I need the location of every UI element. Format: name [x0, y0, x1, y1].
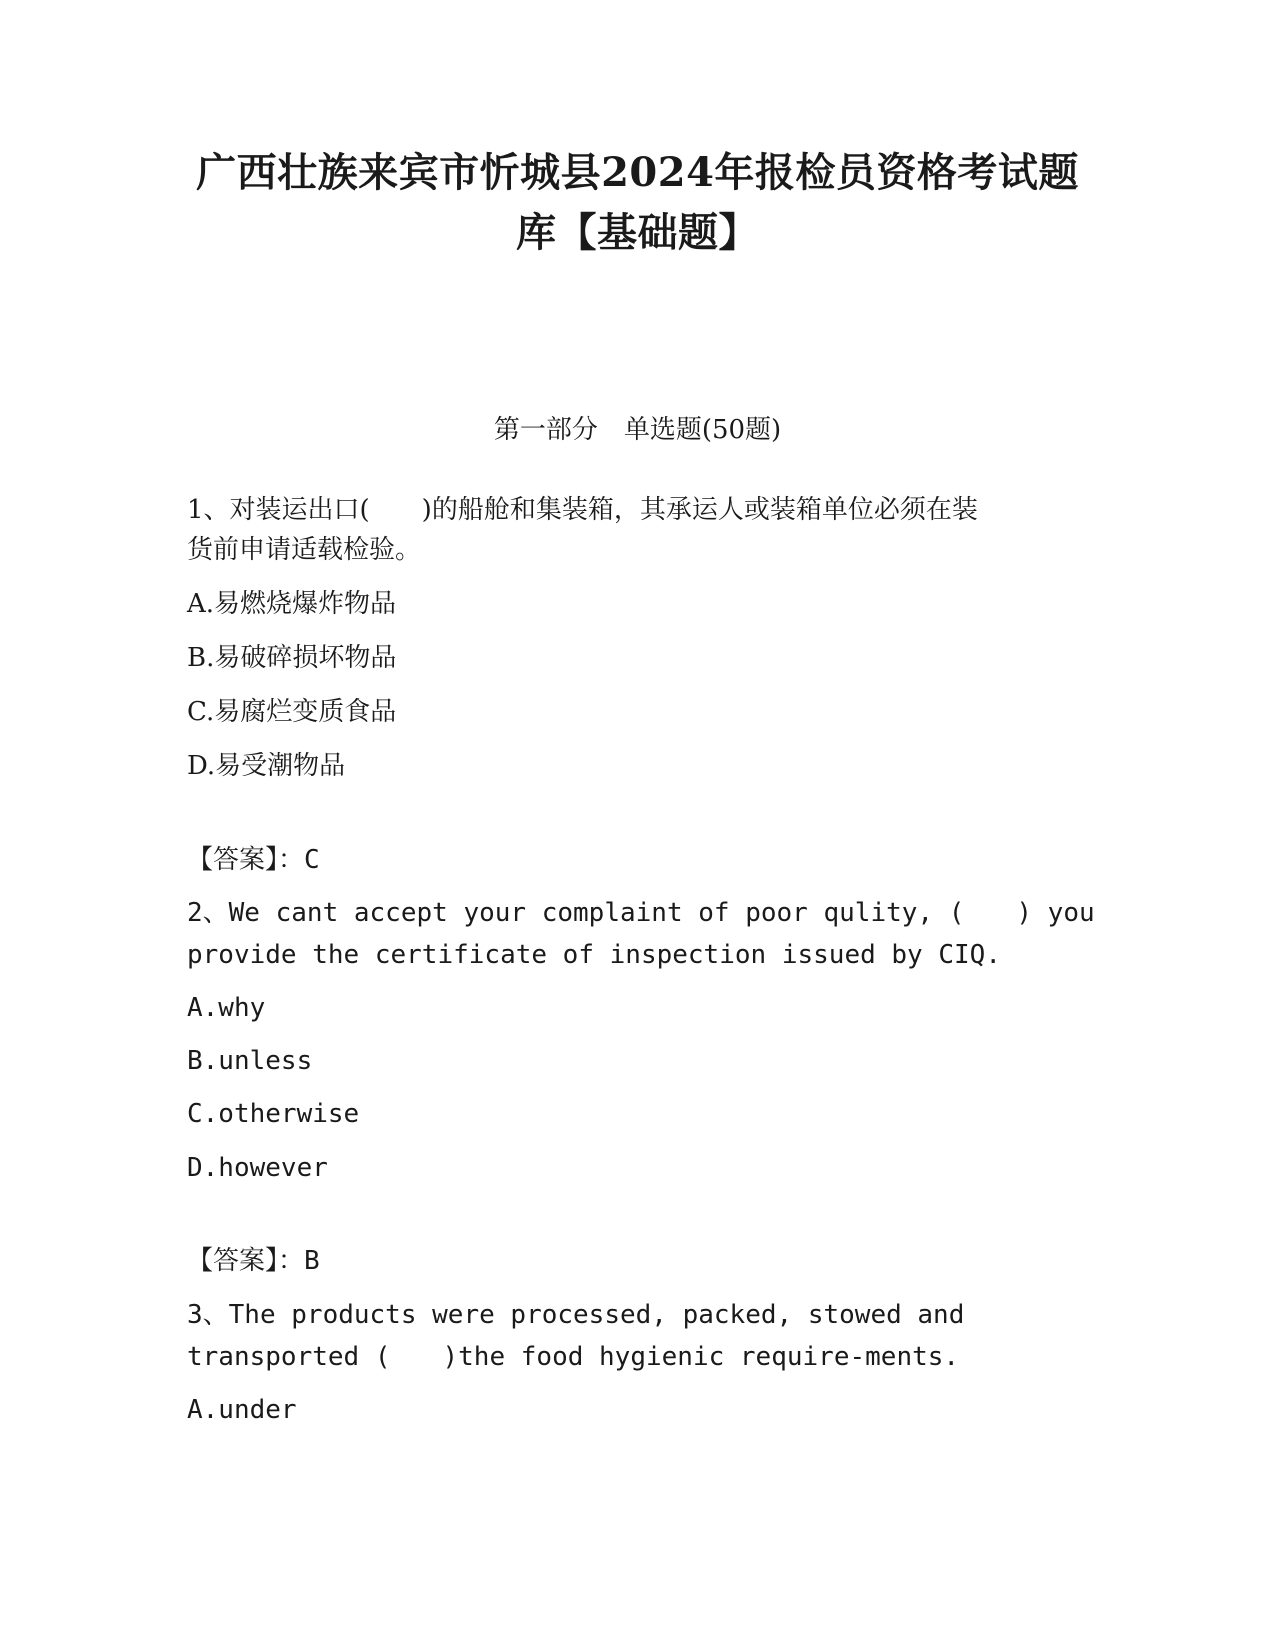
question-2-text-line-1: 2、We cant accept your complaint of poor qulity, ( ) you: [187, 898, 1095, 928]
question-1-answer: [187, 842, 320, 878]
question-2-option-c: C.otherwise: [187, 1099, 360, 1129]
question-3-text-line-1: 3、The products were processed, packed, stowed and: [187, 1300, 965, 1330]
question-2-option-d: D.however: [187, 1153, 328, 1183]
title-line-2: 库【基础题】: [516, 209, 759, 256]
answer-label: 【答案】：: [187, 1246, 305, 1276]
title-line-1: 广西壮族来宾市忻城县2024年报检员资格考试题: [196, 149, 1079, 196]
question-3-text-line-2: transported ( )the food hygienic require-ments.: [187, 1342, 960, 1372]
question-1-text-line-2: 货前申请适载检验。: [187, 535, 422, 565]
answer-value: C: [304, 845, 320, 875]
question-1-text-line-1: 1、对装运出口( )的船舱和集装箱，其承运人或装箱单位必须在装: [187, 495, 978, 525]
question-1-option-b: B.易破碎损坏物品: [187, 643, 397, 673]
question-1-option-a: A.易燃烧爆炸物品: [187, 589, 397, 619]
question-2-answer: [187, 1243, 320, 1279]
answer-label: 【答案】：: [187, 845, 305, 875]
question-2-text-line-2: provide the certificate of inspection issued by CIQ.: [187, 940, 1001, 970]
question-1-option-c: C.易腐烂变质食品: [187, 697, 397, 727]
document-title: [150, 143, 1125, 263]
question-2-option-a: A.why: [187, 993, 266, 1023]
section-heading: 第一部分 单选题(50题): [493, 415, 782, 445]
question-3-option-a: A.under: [187, 1395, 297, 1425]
question-1-option-d: D.易受潮物品: [187, 751, 346, 781]
question-2-option-b: B.unless: [187, 1046, 313, 1076]
answer-value: B: [304, 1246, 320, 1276]
